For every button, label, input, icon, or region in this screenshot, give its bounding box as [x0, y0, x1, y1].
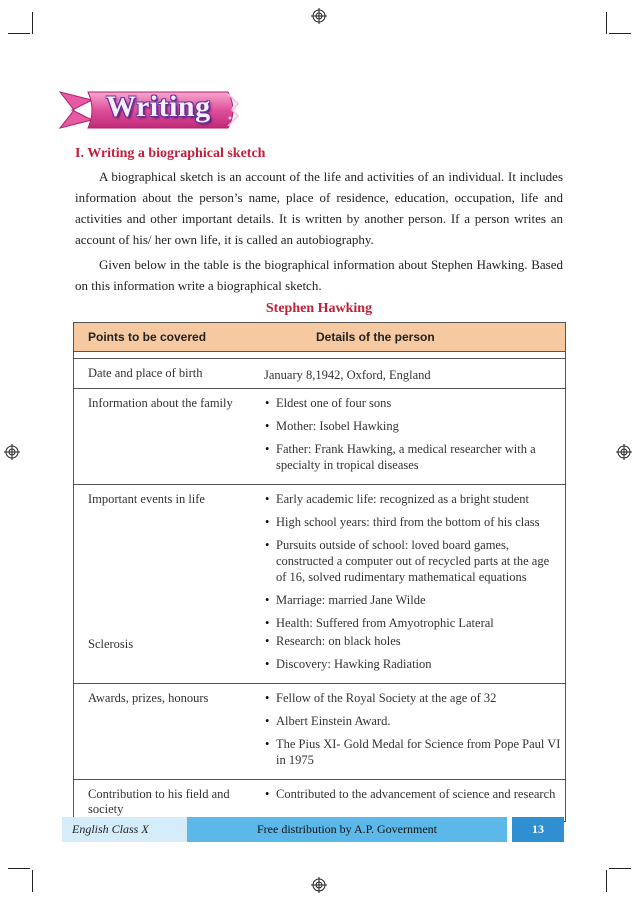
list-item: • Father: Frank Hawking, a medical researcher with a specialty in tropical diseases	[264, 441, 561, 473]
list-item: • Contributed to the advancement of science and research	[264, 786, 561, 802]
paragraph-intro	[75, 166, 563, 250]
paragraph-instruction-text: Given below in the table is the biographical information about Stephen Hawking. Based on this information write a biographical sketch.	[75, 257, 563, 293]
table-row	[74, 359, 565, 389]
paragraph-intro-text: A biographical sketch is an account of the life and activities of an individual. It includes information about the person’s name, place of residence, education, occupation, life and activities and other important details. It is written by another person. If a person writes an account of his/ her own life, it is called an autobiography.	[75, 169, 563, 247]
table-header-points: Points to be covered	[88, 330, 207, 344]
list-item: • Fellow of the Royal Society at the age of 32	[264, 690, 561, 706]
registration-mark-icon	[311, 8, 327, 24]
table-title: Stephen Hawking	[265, 301, 373, 316]
footer-book-title: English Class X	[62, 817, 187, 842]
table-row	[74, 780, 565, 821]
registration-mark-icon	[616, 444, 632, 460]
footer-page-number: 13	[512, 817, 564, 842]
row-label-cell	[74, 485, 254, 683]
list-item: • Early academic life: recognized as a bright student	[264, 491, 561, 507]
registration-mark-icon	[311, 877, 327, 893]
list-item: • The Pius XI- Gold Medal for Science from Pope Paul VI in 1975	[264, 736, 561, 768]
table-header-row	[74, 323, 565, 352]
table-row	[74, 485, 565, 684]
row-label: Awards, prizes, honours	[88, 691, 209, 705]
row-label: Information about the family	[88, 396, 233, 410]
banner-title: Writing	[106, 90, 211, 123]
list-item: • Albert Einstein Award.	[264, 713, 561, 729]
registration-mark-icon	[4, 444, 20, 460]
list-item: • Discovery: Hawking Radiation	[264, 656, 561, 672]
table-header-gap	[74, 352, 565, 359]
list-item: • Research: on black holes	[264, 633, 561, 649]
crop-mark-tr-v	[606, 12, 607, 34]
list-item: • Marriage: married Jane Wilde	[264, 592, 561, 608]
biography-table	[73, 322, 566, 822]
row-label: Contribution to his field and society	[88, 787, 230, 816]
row-label: Important events in life	[88, 492, 205, 506]
list-item: • Pursuits outside of school: loved board games, constructed a computer out of recycled parts at the age of 16, solved rudimentary mathematical equations	[264, 537, 561, 585]
list-item: • Health: Suffered from Amyotrophic Lateral	[264, 615, 561, 631]
row-details	[254, 780, 565, 821]
crop-mark-tl-h	[8, 33, 30, 34]
crop-mark-br-v	[606, 870, 607, 892]
row-details	[254, 485, 565, 683]
row-details	[254, 389, 565, 484]
crop-mark-bl-v	[32, 870, 33, 892]
list-item: • Mother: Isobel Hawking	[264, 418, 561, 434]
footer-distribution-note: Free distribution by A.P. Government	[187, 817, 507, 842]
row-label-continuation: Sclerosis	[88, 637, 134, 651]
row-details	[254, 359, 565, 388]
list-item: • Eldest one of four sons	[264, 395, 561, 411]
crop-mark-tr-h	[609, 33, 631, 34]
table-header-details: Details of the person	[316, 330, 435, 344]
table-row	[74, 389, 565, 485]
row-label: Date and place of birth	[88, 366, 203, 380]
section-title: I. Writing a biographical sketch	[75, 146, 266, 161]
paragraph-instruction	[75, 254, 563, 296]
crop-mark-tl-v	[32, 12, 33, 34]
crop-mark-bl-h	[8, 868, 30, 869]
row-details	[254, 684, 565, 779]
table-row	[74, 684, 565, 780]
page-footer	[62, 817, 564, 842]
crop-mark-br-h	[609, 868, 631, 869]
detail-text: January 8,1942, Oxford, England	[264, 368, 431, 382]
list-item: • High school years: third from the bottom of his class	[264, 514, 561, 530]
